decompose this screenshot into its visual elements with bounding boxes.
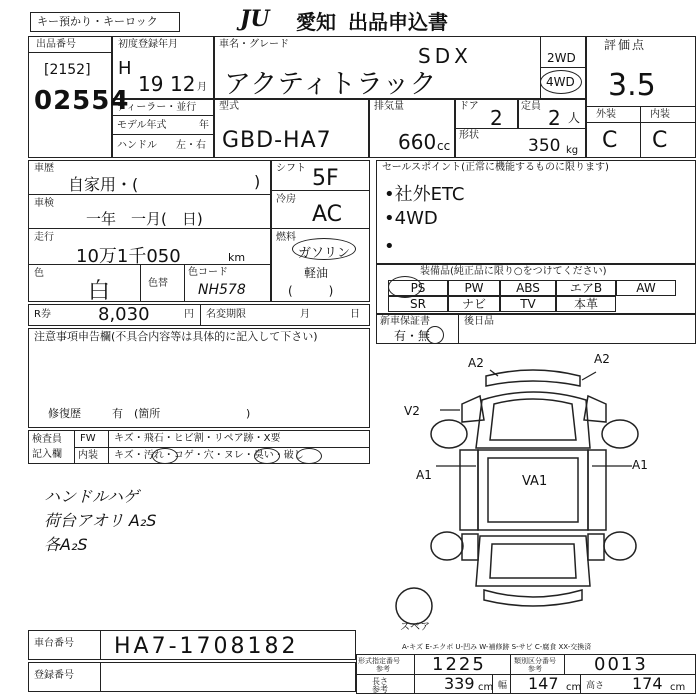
registration-year: 19 <box>138 72 164 96</box>
ju-logo-text: JU <box>240 6 270 32</box>
color-change-label: 色替 <box>148 278 168 289</box>
chassis-label: 車台番号 <box>34 638 74 649</box>
equip-ps: PS <box>388 280 448 296</box>
handle-label: ハンドル <box>117 140 157 151</box>
width-value: 147 <box>528 674 559 693</box>
doors-label: ドア <box>459 101 479 112</box>
inspector-label-1: 検査員 <box>32 434 62 445</box>
length-ref: 参考 <box>372 685 388 694</box>
load-capacity: 350 <box>528 136 561 156</box>
history-value: 自家用・( <box>68 175 139 194</box>
equip-aw: AW <box>616 280 676 296</box>
drive-2wd: 2WD <box>547 51 576 65</box>
height-label: 高さ <box>586 681 605 691</box>
length-label: 長さ <box>372 677 388 686</box>
spare-label: スペア <box>400 622 430 633</box>
handle-options: 左・右 <box>176 140 206 151</box>
height-unit: cm <box>670 682 686 693</box>
sales-point-1: •社外ETC <box>384 184 465 205</box>
color-value: 白 <box>88 279 111 304</box>
exterior-label: 外装 <box>596 109 616 120</box>
fuel-diesel: 軽油 <box>304 266 329 280</box>
recycle-unit: 円 <box>184 309 194 320</box>
repair-history-value: 有 (箇所 <box>112 407 161 420</box>
damage-mark-front-right: A2 <box>594 352 610 366</box>
class-no-value: 0013 <box>594 654 648 675</box>
registration-month: 12 <box>170 72 196 96</box>
inspector-label-2: 記入欄 <box>32 449 62 460</box>
displacement-label: 排気量 <box>374 101 404 112</box>
equip-sr: SR <box>388 296 448 312</box>
load-unit: kg <box>566 145 579 156</box>
interior-check-label: 内装 <box>78 450 98 461</box>
vehicle-name: アクティトラック <box>224 69 437 100</box>
registration-era: H <box>118 58 132 79</box>
model-year-unit: 年 <box>199 120 209 131</box>
interior-check-items: キズ・汚れ・コゲ・穴・ヌレ・臭い・破し <box>114 450 304 461</box>
manual-label: 新車保証書 <box>380 316 430 327</box>
height-value: 174 <box>632 674 663 693</box>
class-no-ref: 参考 <box>528 665 542 673</box>
equip-navi: ナビ <box>448 296 500 312</box>
color-code-label: 色コード <box>188 267 228 278</box>
equip-pw: PW <box>448 280 500 296</box>
fuel-other: ( ) <box>288 284 334 298</box>
color-code: NH578 <box>198 282 246 298</box>
mileage-unit: km <box>228 251 246 264</box>
plate-label: 登録番号 <box>34 670 74 681</box>
spec-no-label: 形式指定番号 <box>358 657 400 665</box>
equip-tv: TV <box>500 296 556 312</box>
displacement-unit: cc <box>437 139 451 153</box>
repair-history-label: 修復歴 <box>48 407 81 420</box>
capacity-unit: 人 <box>568 111 581 125</box>
comment-3: 各A₂S <box>44 535 88 554</box>
width-label: 幅 <box>498 681 508 691</box>
sales-point-3: • <box>384 236 395 257</box>
inspection-label: 車検 <box>34 198 54 209</box>
mileage-label: 走行 <box>34 232 54 243</box>
rating-label: 評価点 <box>604 38 647 52</box>
fuel-gasoline: ガソリン <box>298 246 351 261</box>
equipment-label: 装備品(純正品に限り○をつけてください) <box>420 266 607 277</box>
registration-label: 初度登録年月 <box>118 39 178 50</box>
name-change-month: 月 <box>300 309 310 320</box>
registration-month-unit: 月 <box>197 82 207 93</box>
chassis-number: HA7-1708182 <box>114 634 299 659</box>
width-unit: cm <box>566 682 582 693</box>
sales-points-label: セールスポイント(正常に機能するものに限ります) <box>382 162 609 173</box>
lot-number-label: 出品番号 <box>36 39 76 50</box>
damage-mark-bed: VA1 <box>522 474 548 489</box>
shift-value: 5F <box>312 166 339 191</box>
recycle-label: R券 <box>34 309 51 320</box>
doors: 2 <box>490 106 503 130</box>
capacity: 2 <box>548 106 561 130</box>
comment-1: ハンドルハゲ <box>44 487 139 506</box>
mileage-value: 10万1千050 <box>76 246 181 267</box>
damage-mark-right-side: A1 <box>632 458 648 472</box>
length-value: 339 <box>444 674 475 693</box>
equip-airbag: エアB <box>556 280 616 296</box>
displacement: 660 <box>398 130 437 154</box>
inspection-value: 一年 一月( 日) <box>86 210 203 228</box>
repair-history-close: ) <box>246 407 251 420</box>
color-label: 色 <box>34 268 44 279</box>
comment-2: 荷台アオリ A₂S <box>44 511 157 530</box>
drive-4wd: 4WD <box>546 75 575 89</box>
key-box-label: キー預かり・キーロック <box>37 15 158 28</box>
lot-number: 02554 <box>34 86 130 116</box>
damage-legend: A-キズ E-エクボ U-凹み W-補修跡 S-サビ C-腐食 XX-交換済 <box>402 643 592 651</box>
aircon-value: AC <box>312 202 343 227</box>
interior-label: 内装 <box>650 109 670 120</box>
plate-row <box>28 662 356 692</box>
form-title: 出品申込書 <box>348 10 448 34</box>
shape-label: 形状 <box>459 130 479 141</box>
aircon-label: 冷房 <box>276 194 296 205</box>
capacity-label: 定員 <box>521 101 541 112</box>
exterior-grade: C <box>602 128 618 153</box>
interior-grade: C <box>652 128 668 153</box>
class-no-label: 類別区分番号 <box>514 657 556 665</box>
fw-items: キズ・飛石・ヒビ割・リペア跡・X要 <box>114 433 281 444</box>
fw-label: FW <box>80 433 96 444</box>
type-label: 型式 <box>219 101 239 112</box>
name-change-day: 日 <box>350 309 360 320</box>
model-year-label: モデル年式 <box>117 120 167 131</box>
vehicle-type: GBD-HA7 <box>222 128 332 153</box>
manual-options: 有・無 <box>394 329 431 343</box>
recycle-value: 8,030 <box>98 304 150 325</box>
name-change-label: 名変期限 <box>206 309 246 320</box>
history-close: ) <box>254 172 261 191</box>
spec-no-value: 1225 <box>432 654 486 675</box>
length-unit: cm <box>478 682 494 693</box>
damage-mark-left-side: A1 <box>416 468 432 482</box>
brand-name: 愛知 <box>296 10 336 34</box>
vehicle-grade: SDX <box>418 44 472 68</box>
notes-label: 注意事項申告欄(不具合内容等は具体的に記入して下さい) <box>34 330 318 343</box>
damage-mark-left-fender: V2 <box>404 404 420 418</box>
history-label: 車歴 <box>34 163 54 174</box>
equip-leather: 本革 <box>556 296 616 312</box>
lot-sub-number: [2152] <box>44 62 91 78</box>
fuel-label: 燃料 <box>276 232 296 243</box>
damage-mark-front: A2 <box>468 356 484 370</box>
rating-score: 3.5 <box>608 68 656 103</box>
sales-point-2: •4WD <box>384 208 438 229</box>
vehicle-name-label: 車名・グレード <box>219 39 289 50</box>
equip-abs: ABS <box>500 280 556 296</box>
dealer-label: ディーラー・並行 <box>117 102 197 113</box>
later-items-label: 後日品 <box>464 316 494 327</box>
shift-label: シフト <box>276 163 306 174</box>
spec-no-ref: 参考 <box>376 665 390 673</box>
